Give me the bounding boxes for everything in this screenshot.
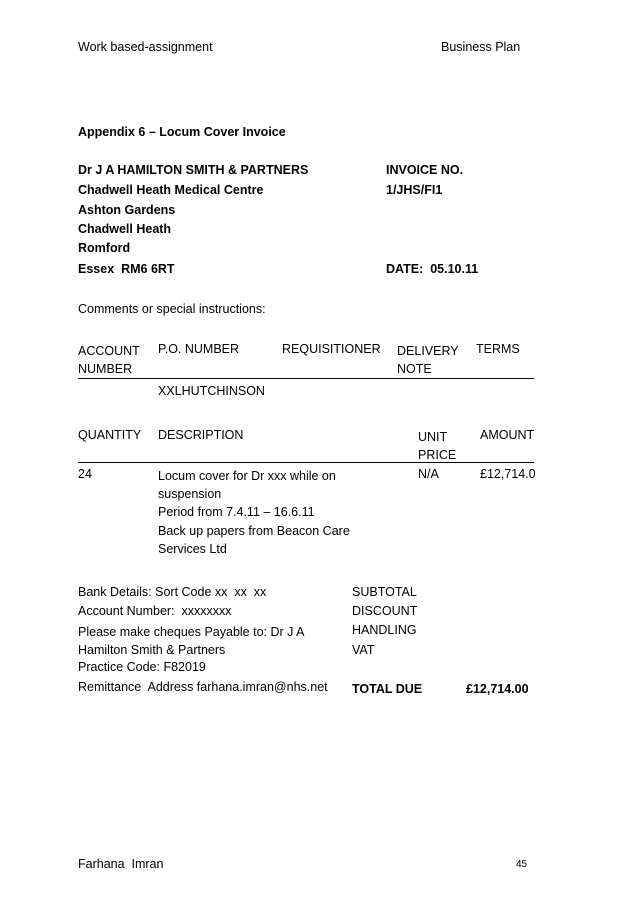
address-line: Ashton Gardens — [78, 203, 176, 217]
footer-author: Farhana Imran — [78, 857, 164, 871]
discount-label: DISCOUNT — [352, 604, 418, 618]
table-divider — [78, 378, 534, 379]
practice-code: Practice Code: F82019 — [78, 660, 206, 674]
col-delivery-note: DELIVERY NOTE — [397, 344, 459, 376]
col-quantity: QUANTITY — [78, 428, 142, 442]
subtotal-label: SUBTOTAL — [352, 585, 417, 599]
col-account-number: ACCOUNT NUMBER — [78, 344, 140, 376]
page-number: 45 — [516, 859, 528, 870]
address-line: Chadwell Heath Medical Centre — [78, 183, 264, 197]
date-label: DATE: — [386, 262, 424, 276]
header-right: Business Plan — [441, 40, 521, 54]
item-unit-price: N/A — [418, 467, 439, 481]
total-due-value: £12,714.00 — [466, 682, 529, 696]
item-backup: Back up papers from Beacon Care Services Ltd — [158, 524, 350, 556]
remittance-address: Remittance Address farhana.imran@nhs.net — [78, 680, 328, 694]
page-title: Appendix 6 – Locum Cover Invoice — [78, 125, 286, 139]
comments-label: Comments or special instructions: — [78, 302, 266, 316]
bank-sort-code: Bank Details: Sort Code xx xx xx — [78, 585, 267, 599]
po-number-value: XXLHUTCHINSON — [158, 384, 265, 398]
date-value: 05.10.11 — [430, 262, 479, 276]
bank-account-number: Account Number: xxxxxxxx — [78, 604, 232, 618]
col-requisitioner: REQUISITIONER — [282, 342, 381, 356]
vat-label: VAT — [352, 643, 375, 657]
item-quantity: 24 — [78, 467, 92, 481]
date-field — [386, 262, 478, 276]
col-description: DESCRIPTION — [158, 428, 244, 442]
col-unit-price: UNIT PRICE — [418, 430, 457, 462]
address-line: Chadwell Heath — [78, 222, 172, 236]
col-amount: AMOUNT — [480, 428, 535, 442]
col-po-number: P.O. NUMBER — [158, 342, 240, 356]
col-terms: TERMS — [476, 342, 520, 356]
handling-label: HANDLING — [352, 623, 417, 637]
invoice-no-value: 1/JHS/FI1 — [386, 183, 443, 197]
bank-cheques: Please make cheques Payable to: Dr J A Hamilton Smith & Partners — [78, 625, 304, 657]
header-left: Work based-assignment — [78, 40, 213, 54]
invoice-no-label: INVOICE NO. — [386, 163, 464, 177]
item-amount: £12,714.0 — [480, 467, 536, 481]
item-description: Locum cover for Dr xxx while on suspension — [158, 469, 336, 501]
practice-name: Dr J A HAMILTON SMITH & PARTNERS — [78, 163, 309, 177]
table-divider — [78, 462, 534, 463]
address-line: Essex RM6 6RT — [78, 262, 175, 276]
address-line: Romford — [78, 241, 131, 255]
item-period: Period from 7.4.11 – 16.6.11 — [158, 505, 315, 519]
total-due-label: TOTAL DUE — [352, 682, 423, 696]
